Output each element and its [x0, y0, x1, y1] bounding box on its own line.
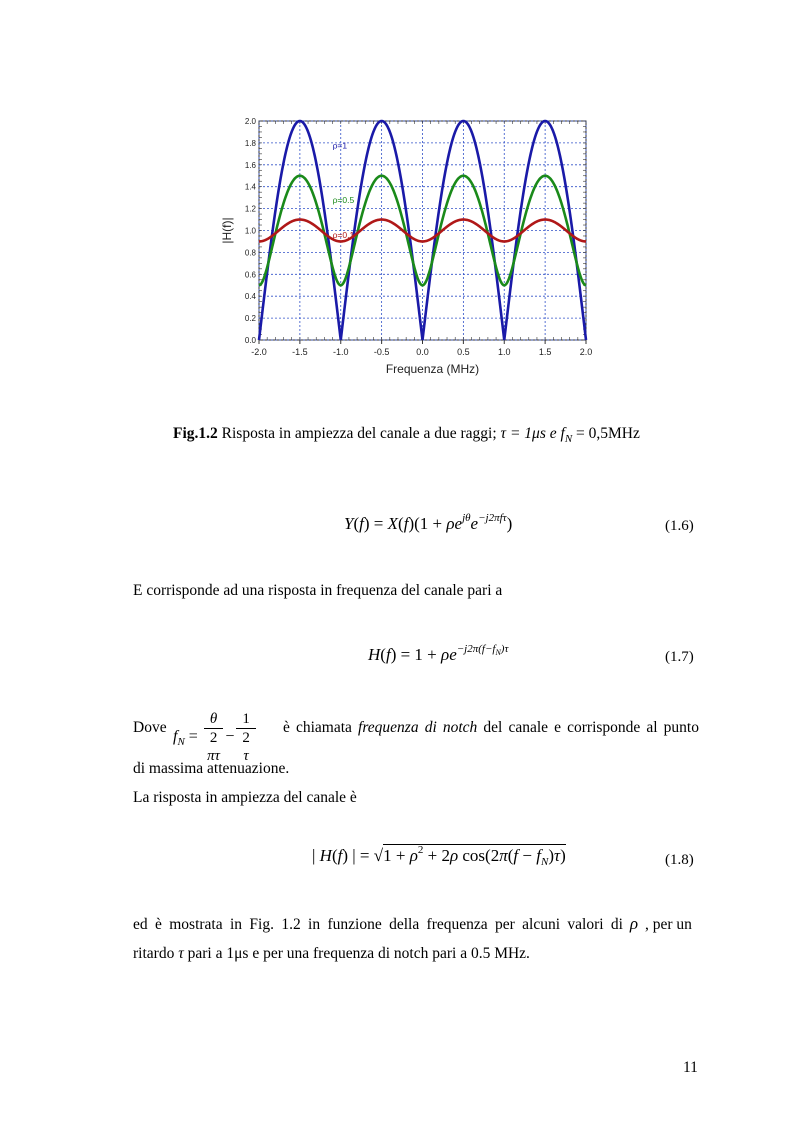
y-tick-label: 1.4 [244, 182, 256, 192]
y-tick-label: 1.2 [244, 204, 256, 214]
y-tick-label: 1.0 [244, 226, 256, 236]
paragraph-4-line-2: ritardo τ pari a 1μs e per una frequenza di notch pari a 0.5 MHz. [133, 945, 530, 962]
caption-math-sub: N [564, 433, 573, 445]
curve-annotation: ρ=0.5 [332, 195, 355, 206]
x-tick-label: -0.5 [373, 347, 390, 357]
curve-annotation: ρ=0.1 [332, 230, 355, 241]
paragraph-1: E corrisponde ad una risposta in frequenza del canale pari a [133, 582, 503, 599]
x-tick-label: 1.5 [538, 347, 552, 357]
y-tick-label: 2.0 [244, 117, 256, 126]
paragraph-2 [133, 706, 699, 764]
y-tick-label: 1.8 [244, 138, 256, 148]
x-tick-label: 0.5 [457, 347, 470, 357]
equation-number-1-7: (1.7) [665, 649, 694, 665]
equation-number-1-6: (1.6) [665, 518, 694, 534]
x-tick-label: 0.0 [416, 347, 429, 357]
y-tick-label: 0.8 [244, 248, 256, 258]
y-axis-label: |H(f)| [220, 217, 234, 244]
tau-symbol: τ [178, 945, 184, 962]
paragraph-2-pre: Dove [133, 719, 167, 736]
x-tick-label: 1.0 [497, 347, 511, 357]
amplitude-response-chart [213, 110, 598, 380]
page-number: 11 [683, 1059, 698, 1076]
notch-frequency-formula: $f_N$ = θ 2 πτ − 1 2 τ [173, 710, 258, 765]
x-tick-label: -1.5 [292, 347, 308, 357]
paragraph-2-text: è chiamata frequenza di notch del canale e corrisponde al punto [283, 719, 699, 736]
caption-text: Risposta in ampiezza del canale a due raggi; [217, 425, 501, 442]
y-tick-label: 0.4 [244, 292, 256, 302]
caption-math-tail: = 0,5MHz [572, 425, 640, 442]
rho-symbol: ρ [629, 914, 639, 933]
x-tick-label: -2.0 [251, 347, 267, 357]
x-axis-label: Frequenza (MHz) [385, 362, 480, 376]
y-tick-label: 0.6 [244, 270, 256, 280]
y-tick-label: 1.6 [244, 160, 256, 170]
caption-math: τ = 1μs e f [500, 425, 565, 442]
paragraph-4-line-1: ed è mostrata in Fig. 1.2 in funzione della frequenza per alcuni valori di ρ , per un [133, 914, 692, 933]
equation-1-8: | H(f) | = $√1 + \rho^2 + 2\rho$ $\cos(2\pi(f - f_N)\tau)$ [312, 844, 566, 868]
figure-caption [173, 424, 640, 449]
curve-annotation: ρ=1 [332, 140, 348, 151]
equation-1-7: $H(f) = 1 + \rho e^{-j2\pi(f-f_N)\tau}$ [368, 643, 509, 664]
x-tick-label: 2.0 [579, 347, 593, 357]
figure-label: Fig.1.2 [173, 425, 218, 442]
y-tick-label: 0.0 [244, 336, 256, 345]
paragraph-3: La risposta in ampiezza del canale è [133, 789, 357, 806]
equation-number-1-8: (1.8) [665, 852, 694, 868]
notch-frequency-term: frequenza di notch [358, 719, 478, 736]
chart-grid [259, 121, 586, 340]
x-tick-label: -1.0 [332, 347, 349, 357]
equation-1-6: $Y(f) = X(f)(1 + \rho e^{j\theta}e^{-j2\pi f\tau})$ [344, 512, 513, 533]
y-tick-label: 0.2 [244, 314, 256, 324]
paragraph-2-line-2: di massima attenuazione. [133, 760, 290, 777]
